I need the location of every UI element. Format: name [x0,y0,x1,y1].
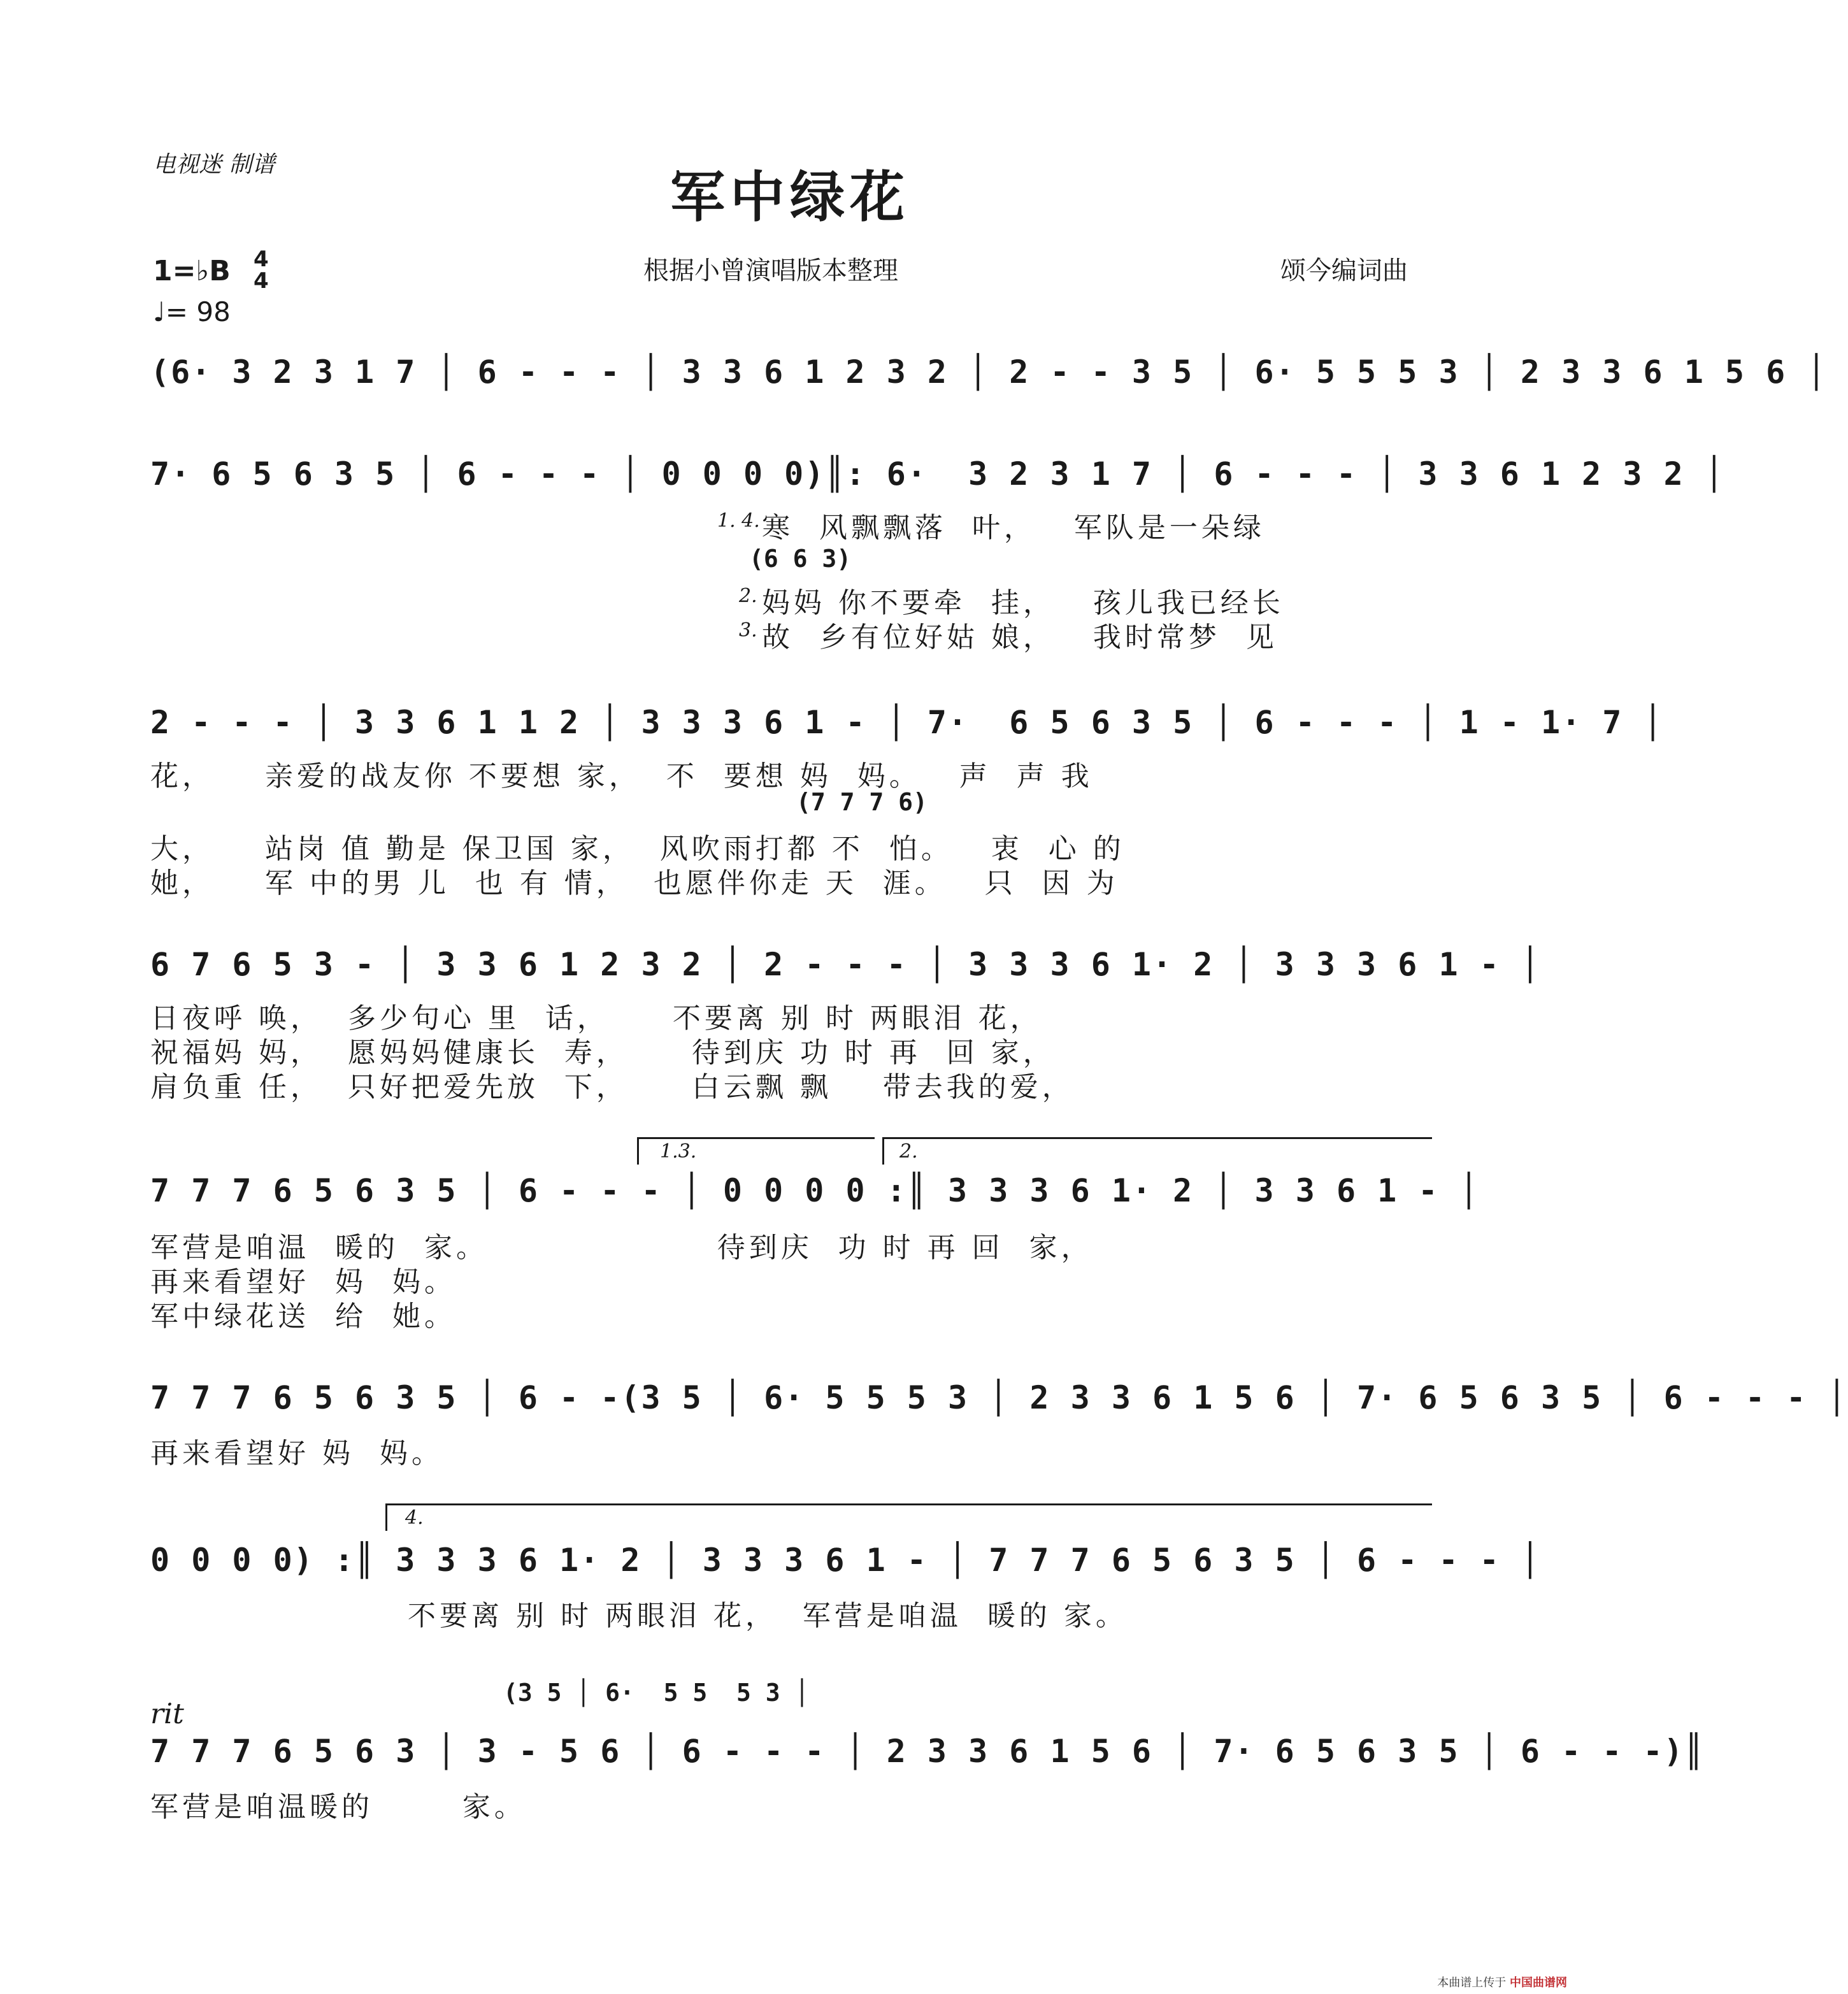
staff-row-8: 7 7 7 6 5 6 3 │ 3 - 5 6 │ 6 - - - │ 2 3 3 6 1 5 6 │ 7· 6 5 6 3 5 │ 6 - - -)║ [150,1733,1705,1770]
arranger-credit: 电视迷 制谱 [153,152,275,178]
lyric-line: 再来看望好 妈 妈。 [150,1266,456,1298]
staff-row-2: 7· 6 5 6 3 5 │ 6 - - - │ 0 0 0 0)║: 6· 3 2 3 1 7 │ 6 - - - │ 3 3 6 1 2 3 2 │ [150,455,1725,492]
lyric-line: 不要离 别 时 两眼泪 花， 军营是咱温 暖的 家。 [408,1600,1128,1632]
footer-credit [1437,1974,1567,1990]
verse-number: 3. [739,619,757,642]
meter-bottom: 4 [254,268,269,294]
staff-row-4: 6 7 6 5 3 - │ 3 3 6 1 2 3 2 │ 2 - - - │ 3 3 3 6 1· 2 │ 3 3 3 6 1 - │ [150,946,1541,983]
composer-credit: 颂今编词曲 [1280,256,1408,285]
staff-row-3: 2 - - - │ 3 3 6 1 1 2 │ 3 3 3 6 1 - │ 7· 6 5 6 3 5 │ 6 - - - │ 1 - 1· 7 │ [150,704,1664,741]
key-signature: 1=♭B [153,255,231,287]
lyric-line: 军中绿花送 给 她。 [150,1300,456,1333]
lyric-line: 妈妈 你不要牵 挂， 孩儿我已经长 [762,587,1284,619]
lyric-line: 日夜呼 唤， 多少句心 里 话， 不要离 别 时 两眼泪 花， [150,1002,1042,1035]
staff-row-6: 7 7 7 6 5 6 3 5 │ 6 - -(3 5 │ 6· 5 5 5 3 │ 2 3 3 6 1 5 6 │ 7· 6 5 6 3 5 │ 6 - - - │ [150,1379,1848,1416]
lyric-line: 花， 亲爱的战友你 不要想 家， 不 要想 妈 妈。 声 声 我 [150,760,1093,793]
alternate-notes: (7 7 7 6) [796,788,928,816]
volta-number: 4. [405,1507,424,1529]
tempo-marking: ♩= 98 [153,296,231,327]
volta-number: 2. [899,1140,918,1163]
staff-row-1: (6· 3 2 3 1 7 │ 6 - - - │ 3 3 6 1 2 3 2 │ 2 - - 3 5 │ 6· 5 5 5 3 │ 2 3 3 6 1 5 6 │ [150,354,1828,391]
volta-number: 1.3. [660,1140,697,1163]
song-title: 军中绿花 [670,165,910,229]
lyric-line: 军营是咱温 暖的 家。 待到庆 功 时 再 回 家， [150,1231,1093,1264]
verse-number: 2. [739,585,757,607]
alternate-notes: (6 6 3) [749,545,852,573]
volta-bracket [385,1503,1432,1531]
verse-number: 1. 4. [717,510,760,532]
lyric-line: 寒 风飘飘落 叶， 军队是一朵绿 [762,512,1265,544]
subtitle: 根据小曾演唱版本整理 [643,256,898,285]
volta-bracket [882,1137,1432,1165]
lyric-line: 肩负重 任， 只好把爱先放 下， 白云飘 飘 带去我的爱， [150,1071,1074,1103]
lyric-line: 祝福妈 妈， 愿妈妈健康长 寿， 待到庆 功 时 再 回 家， [150,1036,1055,1069]
lyric-line: 她， 军 中的男 儿 也 有 情， 也愿伴你走 天 涯。 只 因 为 [150,867,1119,900]
footer-text: 本曲谱上传于 [1437,1976,1507,1990]
site-logo: 中国曲谱网 [1510,1976,1567,1990]
lyric-line: 军营是咱温暖的 家。 [150,1791,526,1823]
rit-marking: rit [150,1698,184,1730]
time-signature [254,248,269,292]
lyric-line: 故 乡有位好姑 娘， 我时常梦 见 [762,621,1278,654]
alternate-notes: (3 5 │ 6· 5 5 5 3 │ [503,1679,810,1707]
meter-top: 4 [254,247,269,272]
staff-row-7: 0 0 0 0) :║ 3 3 3 6 1· 2 │ 3 3 3 6 1 - │ 7 7 7 6 5 6 3 5 │ 6 - - - │ [150,1542,1541,1579]
staff-row-5: 7 7 7 6 5 6 3 5 │ 6 - - - │ 0 0 0 0 :║ 3 3 3 6 1· 2 │ 3 3 6 1 - │ [150,1172,1480,1209]
lyric-line: 再来看望好 妈 妈。 [150,1437,443,1470]
lyric-line: 大， 站岗 值 勤是 保卫国 家， 风吹雨打都 不 怕。 衷 心 的 [150,833,1125,865]
